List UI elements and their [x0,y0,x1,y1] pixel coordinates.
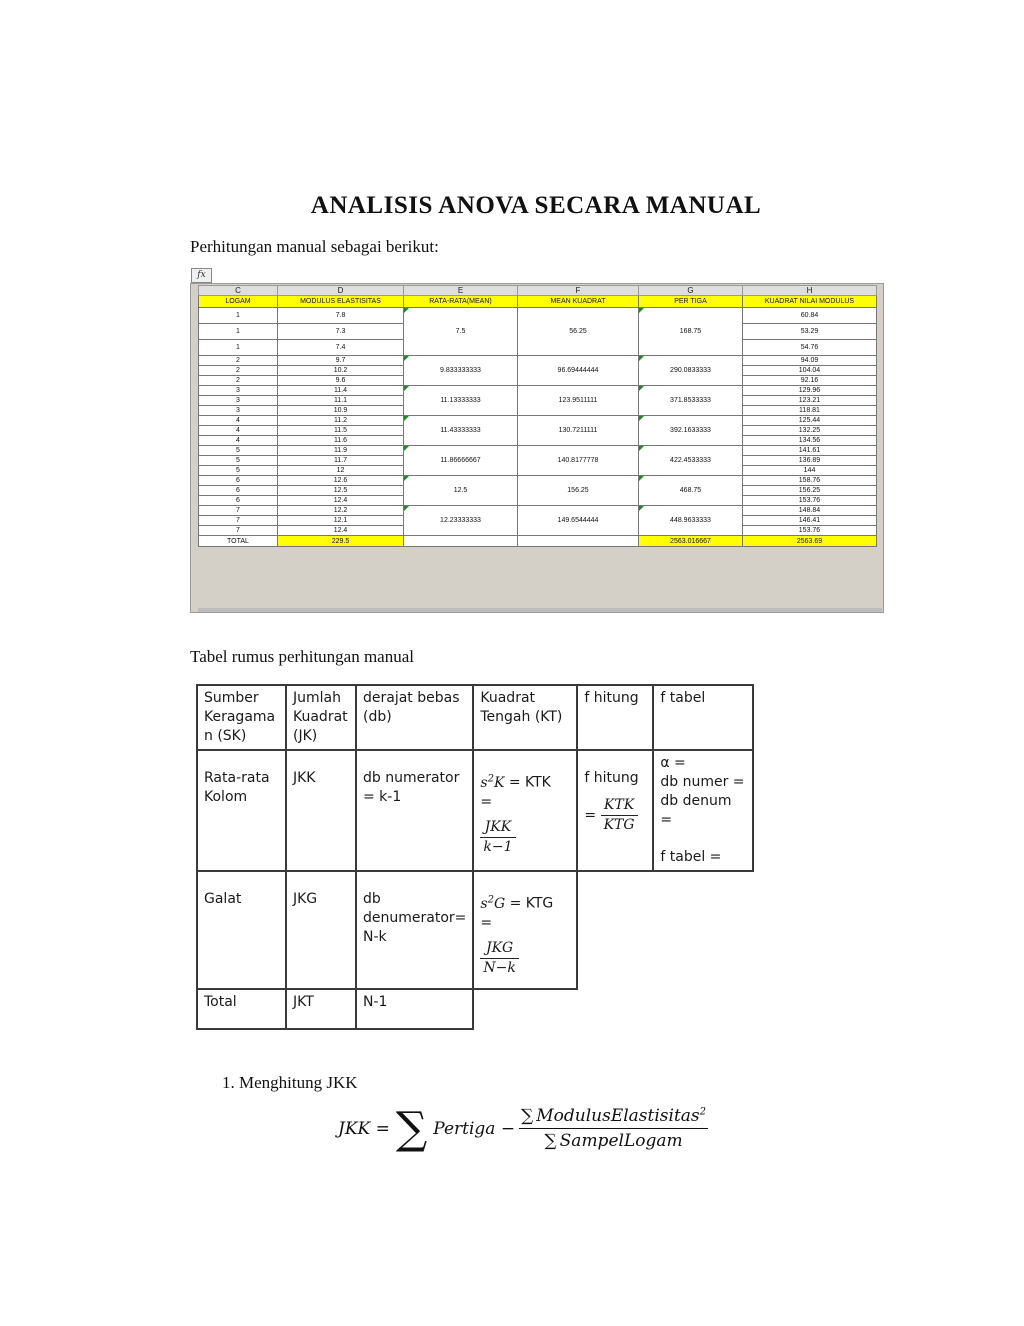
cell-modulus[interactable]: 10.2 [278,366,404,376]
cell-modulus[interactable]: 12.1 [278,516,404,526]
header-cell[interactable]: LOGAM [199,296,278,308]
cell-total-label[interactable]: TOTAL [199,536,278,547]
cell-mean-kuadrat[interactable]: 96.69444444 [518,356,639,386]
cell-kuadrat[interactable]: 118.81 [743,406,877,416]
header-sk: Sumber Keragama n (SK) [197,685,286,750]
cell-total-pertiga[interactable]: 2563.016667 [639,536,743,547]
cell-modulus[interactable]: 9.6 [278,376,404,386]
fhitung-fraction [601,796,638,835]
kt-galat-prefix: = KTG [509,895,554,912]
cell-mean[interactable]: 11.13333333 [404,386,518,416]
cell-modulus[interactable]: 12 [278,466,404,476]
jkk-formula [338,1102,708,1154]
column-letter[interactable]: H [743,286,877,296]
cell-ftabel-kolom [653,750,753,871]
sigma-icon: ∑ [544,1131,557,1151]
cell-logam[interactable]: 7 [199,506,278,516]
anova-header-row [197,685,753,750]
cell-kuadrat[interactable]: 153.76 [743,496,877,506]
cell-jk-galat: JKG [286,871,356,989]
cell-modulus[interactable]: 9.7 [278,356,404,366]
cell-per-tiga[interactable]: 422.4533333 [639,446,743,476]
fhitung-num: KTK [601,796,638,816]
cell-modulus[interactable]: 12.4 [278,496,404,506]
header-cell[interactable]: PER TIGA [639,296,743,308]
kt-kolom-prefix: = KTK [508,774,551,791]
cell-modulus[interactable]: 12.5 [278,486,404,496]
cell-per-tiga[interactable]: 168.75 [639,308,743,356]
ftabel-alpha: α = [660,755,686,771]
cell-mean[interactable]: 11.43333333 [404,416,518,446]
cell-kuadrat[interactable]: 158.76 [743,476,877,486]
cell-modulus[interactable]: 11.5 [278,426,404,436]
cell-jk-total: JKT [286,989,356,1029]
cell-logam[interactable]: 2 [199,376,278,386]
spreadsheet-screenshot [190,283,884,613]
cell-logam[interactable]: 1 [199,324,278,340]
header-cell[interactable]: MEAN KUADRAT [518,296,639,308]
cell-db-kolom: db numerator = k-1 [356,750,473,871]
column-letter-row [199,286,877,296]
kt-galat-num: JKG [480,939,518,959]
cell-kuadrat[interactable]: 148.84 [743,506,877,516]
cell-mean[interactable]: 12.5 [404,476,518,506]
cell-kuadrat[interactable]: 146.41 [743,516,877,526]
step-1-heading: 1. Menghitung JKK [222,1073,358,1092]
cell-logam[interactable]: 5 [199,446,278,456]
cell-modulus[interactable]: 11.4 [278,386,404,396]
cell-modulus[interactable]: 12.6 [278,476,404,486]
cell-per-tiga[interactable]: 448.9633333 [639,506,743,536]
cell-kuadrat[interactable]: 54.76 [743,340,877,356]
cell-modulus[interactable]: 11.2 [278,416,404,426]
cell-logam[interactable]: 6 [199,476,278,486]
header-jk: Jumlah Kuadrat (JK) [286,685,356,750]
cell-total-kuadrat[interactable]: 2563.69 [743,536,877,547]
formula-fraction [519,1106,708,1151]
cell-mean-kuadrat[interactable]: 56.25 [518,308,639,356]
cell-logam[interactable]: 5 [199,456,278,466]
cell-mean-kuadrat[interactable]: 149.6544444 [518,506,639,536]
formula-lhs: JKK = [338,1118,390,1139]
cell-kuadrat[interactable]: 94.09 [743,356,877,366]
formula-term: Pertiga − [433,1118,516,1139]
cell-total-modulus[interactable]: 229.5 [278,536,404,547]
cell-per-tiga[interactable]: 468.75 [639,476,743,506]
ftabel-value: f tabel = [660,849,722,865]
cell-kuadrat[interactable]: 134.56 [743,436,877,446]
cell-logam[interactable]: 4 [199,416,278,426]
cell-jk-kolom: JKK [286,750,356,871]
formula-num: ModulusElastisitas [536,1106,700,1126]
cell-logam[interactable]: 5 [199,466,278,476]
kt-kolom-num: JKK [480,818,515,838]
fhitung-eq: = [584,807,597,824]
cell-logam[interactable]: 3 [199,406,278,416]
table-caption: Tabel rumus perhitungan manual [190,647,414,666]
cell-kuadrat[interactable]: 125.44 [743,416,877,426]
cell-per-tiga[interactable]: 392.1633333 [639,416,743,446]
cell-sk-kolom: Rata-rata Kolom [197,750,286,871]
cell-mean[interactable]: 11.86666667 [404,446,518,476]
anova-formula-table [196,684,754,1030]
cell-total-meankuadrat[interactable] [518,536,639,547]
cell-modulus[interactable]: 12.4 [278,526,404,536]
page-title: ANALISIS ANOVA SECARA MANUAL [310,192,762,219]
anova-row-kolom [197,750,753,871]
cell-modulus[interactable]: 11.6 [278,436,404,446]
column-letter[interactable]: G [639,286,743,296]
cell-logam[interactable]: 6 [199,486,278,496]
cell-kt-galat: $s^2G$ = KTG = $\frac{\text{JKG}}{N-k}$ [473,871,577,989]
cell-mean-kuadrat[interactable]: 140.8177778 [518,446,639,476]
intro-text: Perhitungan manual sebagai berikut: [190,237,439,256]
cell-kuadrat[interactable]: 132.25 [743,426,877,436]
cell-modulus[interactable]: 7.4 [278,340,404,356]
cell-mean-kuadrat[interactable]: 130.7211111 [518,416,639,446]
cell-kuadrat[interactable]: 53.29 [743,324,877,340]
formula-exp: 2 [699,1106,707,1118]
data-row [199,416,877,426]
cell-mean[interactable]: 7.5 [404,308,518,356]
kt-galat-eq: = [480,914,493,931]
sigma-icon: ∑ [395,1102,428,1154]
kt-galat-den: N−k [483,959,516,976]
cell-kuadrat[interactable]: 104.04 [743,366,877,376]
cell-logam[interactable]: 2 [199,366,278,376]
ftabel-numer: db numer = [660,774,745,790]
cell-kt-kolom: $s^2K$ = KTK = $\frac{\text{JKK}}{k-1}$ [473,750,577,871]
cell-logam[interactable]: 4 [199,436,278,446]
cell-sk-total: Total [197,989,286,1029]
cell-mean[interactable]: 12.23333333 [404,506,518,536]
cell-modulus[interactable]: 7.8 [278,308,404,324]
data-row [199,356,877,366]
cell-modulus[interactable]: 12.2 [278,506,404,516]
header-cell[interactable]: RATA-RATA(MEAN) [404,296,518,308]
header-cell[interactable]: MODULUS ELASTISITAS [278,296,404,308]
cell-kuadrat[interactable]: 136.89 [743,456,877,466]
fhitung-label: f hitung [584,770,639,786]
kt-kolom-den: k−1 [483,838,513,855]
data-row [199,476,877,486]
kt-kolom-eq: = [480,793,493,810]
cell-mean-kuadrat[interactable]: 123.9511111 [518,386,639,416]
cell-kuadrat[interactable]: 123.21 [743,396,877,406]
formula-den: SampelLogam [559,1131,683,1151]
ftabel-denum: db denum = [660,793,732,828]
cell-fhitung-kolom [577,750,653,871]
anova-row-galat [197,871,753,989]
cell-sk-galat: Galat [197,871,286,989]
cell-db-galat: db denumerator= N-k [356,871,473,989]
cell-kuadrat[interactable]: 153.76 [743,526,877,536]
header-cell[interactable]: KUADRAT NILAI MODULUS [743,296,877,308]
sigma-icon: ∑ [521,1106,534,1126]
cell-logam[interactable]: 3 [199,396,278,406]
cell-logam[interactable]: 3 [199,386,278,396]
header-kt: Kuadrat Tengah (KT) [473,685,577,750]
column-letter[interactable]: D [278,286,404,296]
empty-cell [577,871,753,989]
data-row [199,446,877,456]
cell-db-total: N-1 [356,989,473,1029]
column-letter[interactable]: C [199,286,278,296]
column-letter[interactable]: F [518,286,639,296]
empty-cell [473,989,753,1029]
cell-modulus[interactable]: 11.9 [278,446,404,456]
cell-kuadrat[interactable]: 144 [743,466,877,476]
cell-per-tiga[interactable]: 371.8533333 [639,386,743,416]
cell-modulus[interactable]: 11.1 [278,396,404,406]
cell-mean-kuadrat[interactable]: 156.25 [518,476,639,506]
formula-bar-icon: fx [191,268,212,283]
cell-kuadrat[interactable]: 92.16 [743,376,877,386]
kt-galat-fraction [480,939,518,978]
cell-kuadrat[interactable]: 141.61 [743,446,877,456]
cell-kuadrat[interactable]: 129.96 [743,386,877,396]
header-row [199,296,877,308]
spreadsheet-table [198,285,877,547]
total-row [199,536,877,547]
cell-logam[interactable]: 4 [199,426,278,436]
cell-logam[interactable]: 1 [199,340,278,356]
header-db: derajat bebas (db) [356,685,473,750]
cell-logam[interactable]: 7 [199,526,278,536]
cell-modulus[interactable]: 7.3 [278,324,404,340]
data-row [199,386,877,396]
fhitung-den: KTG [603,817,635,833]
cell-mean[interactable]: 9.833333333 [404,356,518,386]
cell-per-tiga[interactable]: 290.0833333 [639,356,743,386]
data-row [199,506,877,516]
cell-logam[interactable]: 2 [199,356,278,366]
horizontal-scrollbar[interactable] [198,608,882,612]
column-letter[interactable]: E [404,286,518,296]
cell-modulus[interactable]: 10.9 [278,406,404,416]
cell-kuadrat[interactable]: 60.84 [743,308,877,324]
anova-row-total [197,989,753,1029]
cell-logam[interactable]: 7 [199,516,278,526]
data-row [199,308,877,324]
cell-total-mean[interactable] [404,536,518,547]
cell-logam[interactable]: 1 [199,308,278,324]
cell-modulus[interactable]: 11.7 [278,456,404,466]
kt-kolom-fraction [480,818,515,857]
cell-logam[interactable]: 6 [199,496,278,506]
header-ftabel: f tabel [653,685,753,750]
cell-kuadrat[interactable]: 156.25 [743,486,877,496]
header-fhitung: f hitung [577,685,653,750]
